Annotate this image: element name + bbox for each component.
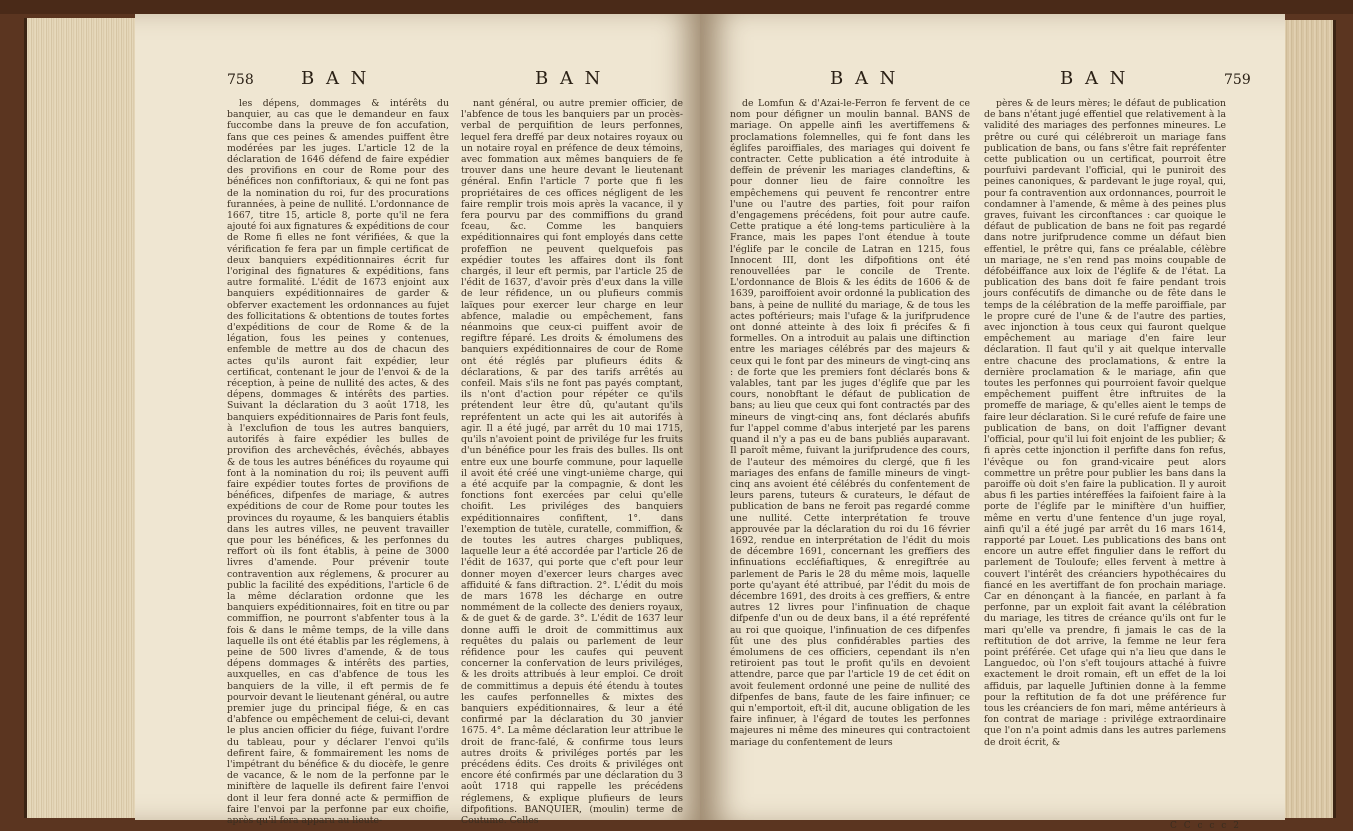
right-column-a-text: de Lomfun & d'Azai-le-Ferron fe fervent de ce nom pour défigner un moulin bannal. BANS de mariage. On appelle ainfi les avertiffemens & proclamations folemnelles, qui fe font dans les églifes paroiffiales, des mariages qui doivent fe contracter. Cette publication a été introduite à deffein de prévenir les mariages clandeftins, & pour donner lieu de faire connoître les empêchemens qui peuvent fe rencontrer entre l'une ou l'autre des parties, foit pour raifon d'engagemens précédens, foit pour autre caufe. Cette pratique a été long-tems particulière à la France, mais les papes l'ont étendue à toute l'églife par le concile de Latran en 1215, fous Innocent III, dont les difpofitions ont été renouvellées par le concile de Trente. L'ordonnance de Blois & les édits de 1606 & de 1639, paroiffoient avoir ordonné la publication des bans, à peine de nullité du mariage, & de tous les actes poftérieurs; mais l'ufage & la jurifprudence ont donné atteinte à des loix fi précifes & fi formelles. On a introduit au palais une diftinction entre les mariages célébrés par des majeurs & ceux qui le font par des mineurs de vingt-cinq ans : de forte que les premiers font déclarés bons & valables, tant par les juges d'églife que par les cours, nonobftant le défaut de publication de bans; au lieu que ceux qui font contractés par des mineurs de vingt-cinq ans, font déclarés abufifs fur l'appel comme d'abus interjeté par les parens quand il n'y a pas eu de bans publiés auparavant. Il paroît même, fuivant la jurifprudence des cours, de l'auteur des mémoires du clergé, que fi les mariages des enfans de famille mineurs de vingt-cinq ans avoient été célébrés du confentement de leurs parens, tuteurs & curateurs, le défaut de publication de bans ne feroit pas regardé comme une nullité. Cette interprétation fe trouve approuvée par la déclaration du roi du 16 février 1692, rendue en interprétation de l'édit du mois de décembre 1691, concernant les greffiers des infinuations eccléfiaftiques, & enregiftrée au parlement de Paris le 28 du même mois, laquelle porte qu'ayant été attribué, par l'édit du mois de décembre 1691, des droits à ces greffiers, & entre autres 12 livres pour l'infinuation de chaque difpenfe d'un ou de deux bans, il a été repréfenté au roi que quoique, l'infinuation de ces difpenfes fût une des plus confidérables parties des émolumens de ces officiers, cependant ils n'en retiroient pas tout le profit qu'ils en devoient attendre, parce que par l'article 19 de cet édit on avoit feulement ordonné une peine de nullité des difpenfes de bans, faute de les faire infinuer; ce qui n'emportoit, eft-il dit, aucune obligation de les faire infinuer, à l'égard de toutes les perfonnes majeures ni même des mineures qui contractoient mariage du confentement de leurs — [730, 98, 970, 748]
left-running-head-b: B A N — [535, 68, 604, 89]
right-page-number: 759 — [1224, 72, 1251, 88]
left-column-b-text: nant général, ou autre premier officier, de l'abfence de tous les banquiers par un procès-verbal de perquifition de leurs perfonnes, lequel fera dreffé par deux notaires royaux ou un notaire royal en préfence de deux témoins, avec fommation aux mêmes banquiers de fe trouver dans une heure devant le lieutenant général. Enfin l'article 7 porte que fi les propriétaires de ces offices négligent de les faire remplir trois mois après la vacance, il y fera pourvu par des commiffions du grand fceau, &c. Comme les banquiers expéditionnaires qui font employés dans cette profeffion ne peuvent quelquefois pas expédier toutes les affaires dont ils font chargés, il leur eft permis, par l'article 25 de l'édit de 1637, d'avoir près d'eux dans la ville de leur réfidence, un ou plufieurs commis laïques pour exercer leur charge en leur abfence, maladie ou empêchement, fans néanmoins que ceux-ci puiffent avoir de regiftre féparé. Les droits & émolumens des banquiers expéditionnaires de cour de Rome ont été réglés par plufieurs édits & déclarations, & par des tarifs arrêtés au confeil. Mais s'ils ne font pas payés comptant, ils n'ont d'action pour répéter ce qu'ils prétendent leur être dû, qu'autant qu'ils repréfentent un acte qui les ait autorifés à agir. Il a été jugé, par arrêt du 10 mai 1715, qu'ils n'avoient point de privilége fur les fruits d'un bénéfice pour les frais des bulles. Ils ont entre eux une bourfe commune, pour laquelle il avoit été créé une vingt-unième charge, qui a été acquife par la compagnie, & dont les fonctions font exercées par celui qu'elle choifit. Les priviléges des banquiers expéditionnaires confiftent, 1°. dans l'exemption de tutèle, curatelle, commiffion, & de toutes les autres charges publiques, laquelle leur a été accordée par l'article 26 de l'édit de 1637, qui porte que c'eft pour leur donner moyen d'exercer leurs charges avec affiduité & fans diftraction. 2°. L'édit du mois de mars 1678 les décharge en outre nommément de la collecte des deniers royaux, & de guet & de garde. 3°. L'édit de 1637 leur donne auffi le droit de committimus aux requêtes du palais ou parlement de leur réfidence pour les caufes qui peuvent concerner la confervation de leurs priviléges, & les droits attribués à leur emploi. Ce droit de committimus a depuis été étendu à toutes les caufes perfonnelles & mixtes des banquiers expéditionnaires, & leur a été confirmé par la déclaration du 30 janvier 1675. 4°. La même déclaration leur attribue le droit de franc-falé, & confirme tous leurs autres droits & priviléges portés par les précédens édits. Ces droits & priviléges ont encore été confirmés par une déclaration du 3 août 1718 qui rappelle les précédens réglemens, & explique plufieurs de leurs difpofitions. BANQUIER, (moulin) terme de Coutume. Celles — [461, 98, 683, 826]
background-top — [0, 0, 1353, 14]
left-running-head-a: B A N — [301, 68, 370, 89]
right-column-b-text: pères & de leurs mères; le défaut de publication de bans n'étant jugé effentiel que relativement à la validité des mariages des perfonnes mineures. Le prêtre ou curé qui célébreroit un mariage fans publication de bans, ou fans s'être fait repréfenter cette publication ou un certificat, pourroit être pourfuivi pardevant l'official, qui le puniroit des peines canoniques, & pardevant le juge royal, qui, pour fa contravention aux ordonnances, pourroit le condamner à l'amende, & même à des peines plus graves, fuivant les circonftances : car quoique le défaut de publication de bans ne foit pas regardé dans notre jurifprudence comme un défaut bien effentiel, le prêtre qui, fans ce préalable, célèbre un mariage, ne s'en rend pas moins coupable de défobéiffance aux loix de l'églife & de l'état. La publication des bans doit fe faire pendant trois jours confécutifs de dimanche ou de fête dans le temps de la célébration de la meffe paroiffiale, par le propre curé de l'une & de l'autre des parties, avec injonction à tous ceux qui fauront quelque empêchement au mariage d'en faire leur déclaration. Il faut qu'il y ait quelque intervalle entre chacune des proclamations, & entre la dernière proclamation & le mariage, afin que toutes les perfonnes qui pourroient favoir quelque empêchement puiffent être inftruites de la promeffe de mariage, & qu'elles aient le temps de faire leur déclaration. Si le curé refufe de faire une publication de bans, on doit l'affigner devant l'official, pour qu'il lui foit enjoint de les publier; & fi après cette injonction il perfifte dans fon refus, l'évêque ou fon grand-vicaire peut alors commettre un prêtre pour publier les bans dans la paroiffe où doit s'en faire la publication. Il y auroit abus fi les parties intéreffées la faifoient faire à la porte de l'églife par le miniftère d'un huiffier, même en vertu d'une fentence d'un juge royal, ainfi qu'il a été jugé par arrêt du 16 mars 1614, rapporté par Louet. Les publications des bans ont encore un autre effet fingulier dans le reffort du parlement de Touloufe; elles fervent à mettre à couvert l'intérêt des créanciers hypothécaires du fiancé en les avertiffant de fon prochain mariage. Car en dénonçant à la fiancée, en parlant à fa perfonne, par un exploit fait avant la célébration du mariage, les titres de créance qu'ils ont fur le mari qu'elle va prendre, fi jamais le cas de la reftitution de dot arrive, la femme ne leur fera point préférée. Cet ufage qui n'a lieu que dans le Languedoc, où l'on s'eft toujours attaché à fuivre exactement le droit romain, eft un effet de la loi affiduis, par laquelle Juftinien donne à la femme pour la reftitution de fa dot une préférence fur tous les créanciers de fon mari, même antérieurs à fon contrat de mariage : privilége extraordinaire que l'on n'a point admis dans les autres parlemens de droit écrit, & — [984, 98, 1226, 748]
right-running-head-a: B A N — [830, 68, 899, 89]
right-column-b — [984, 98, 1226, 748]
right-page-stack — [1283, 20, 1336, 818]
signature-mark: C C c c c 2 — [1170, 821, 1241, 831]
left-page — [135, 14, 705, 826]
right-running-head-b: B A N — [1060, 68, 1129, 89]
right-column-a — [730, 98, 970, 748]
right-page — [700, 14, 1285, 831]
left-column-b — [461, 98, 683, 826]
left-page-stack — [24, 18, 142, 818]
left-column-a-text: les dépens, dommages & intérêts du banquier, au cas que le demandeur en faux fuccombe dans la preuve de fon accufation, fans que ces peines & amendes puiffent être modérées par les juges. L'article 12 de la déclaration de 1646 défend de faire expédier des provifions en cour de Rome pour des bénéfices non confiftoriaux, & qui ne font pas de la nomination du roi, fur des procurations furannées, à peine de nullité. L'ordonnance de 1667, titre 15, article 8, porte qu'il ne fera ajouté foi aux fignatures & expéditions de cour de Rome fi elles ne font vérifiées, & que la vérification fe fera par un fimple certificat de deux banquiers expéditionnaires écrit fur l'original des fignatures & expéditions, fans autre formalité. L'édit de 1673 enjoint aux banquiers expéditionnaires de garder & obferver exactement les ordonnances au fujet des follicitations & obtentions de toutes fortes d'expéditions de cour de Rome & de la légation, fous les peines y contenues, enfemble de mettre au dos de chacun des actes qu'ils auront fait expédier, leur certificat, contenant le jour de l'envoi & de la réception, à peine de nullité des actes, & des dépens, dommages & intérêts des parties. Suivant la déclaration du 3 août 1718, les banquiers expéditionnaires de Paris font feuls, à l'exclufion de tous les autres banquiers, autorifés à faire expédier les bulles de provifion des archevêchés, évêchés, abbayes & de tous les autres bénéfices du royaume qui font à la nomination du roi; ils peuvent auffi faire expédier toutes fortes de provifions de bénéfices, difpenfes de mariage, & autres expéditions de cour de Rome pour toutes les provinces du royaume, & les banquiers établis dans les autres villes, ne peuvent travailler que pour les bénéfices, & les perfonnes du reffort où ils font établis, à peine de 3000 livres d'amende. Pour prévenir toute contravention aux réglemens, & procurer au public la facilité des expéditions, l'article 6 de la même déclaration ordonne que les banquiers expéditionnaires, foit en titre ou par commiffion, ne pourront s'abfenter tous à la fois & dans le même temps, de la ville dans laquelle ils ont été établis par les réglemens, à peine de 500 livres d'amende, & de tous dépens dommages & intérêts des parties, auxquelles, en cas d'abfence de tous les banquiers de la ville, il eft permis de fe pourvoir devant le lieutenant général, ou autre premier juge du principal fiége, & en cas d'abfence ou empêchement de celui-ci, devant le plus ancien officier du fiége, fuivant l'ordre du tableau, pour y déclarer l'envoi qu'ils defirent faire, & fommairement les noms de l'impétrant du bénéfice & du diocèfe, le genre de vacance, & le nom de la perfonne par le miniftère de laquelle ils defirent faire l'envoi dont il leur fera donné acte & permiffion de faire l'envoi par la perfonne par eux choifie, après qu'il fera apparu au lieute- — [227, 98, 450, 826]
left-page-number: 758 — [227, 72, 254, 88]
left-column-a — [227, 98, 449, 826]
